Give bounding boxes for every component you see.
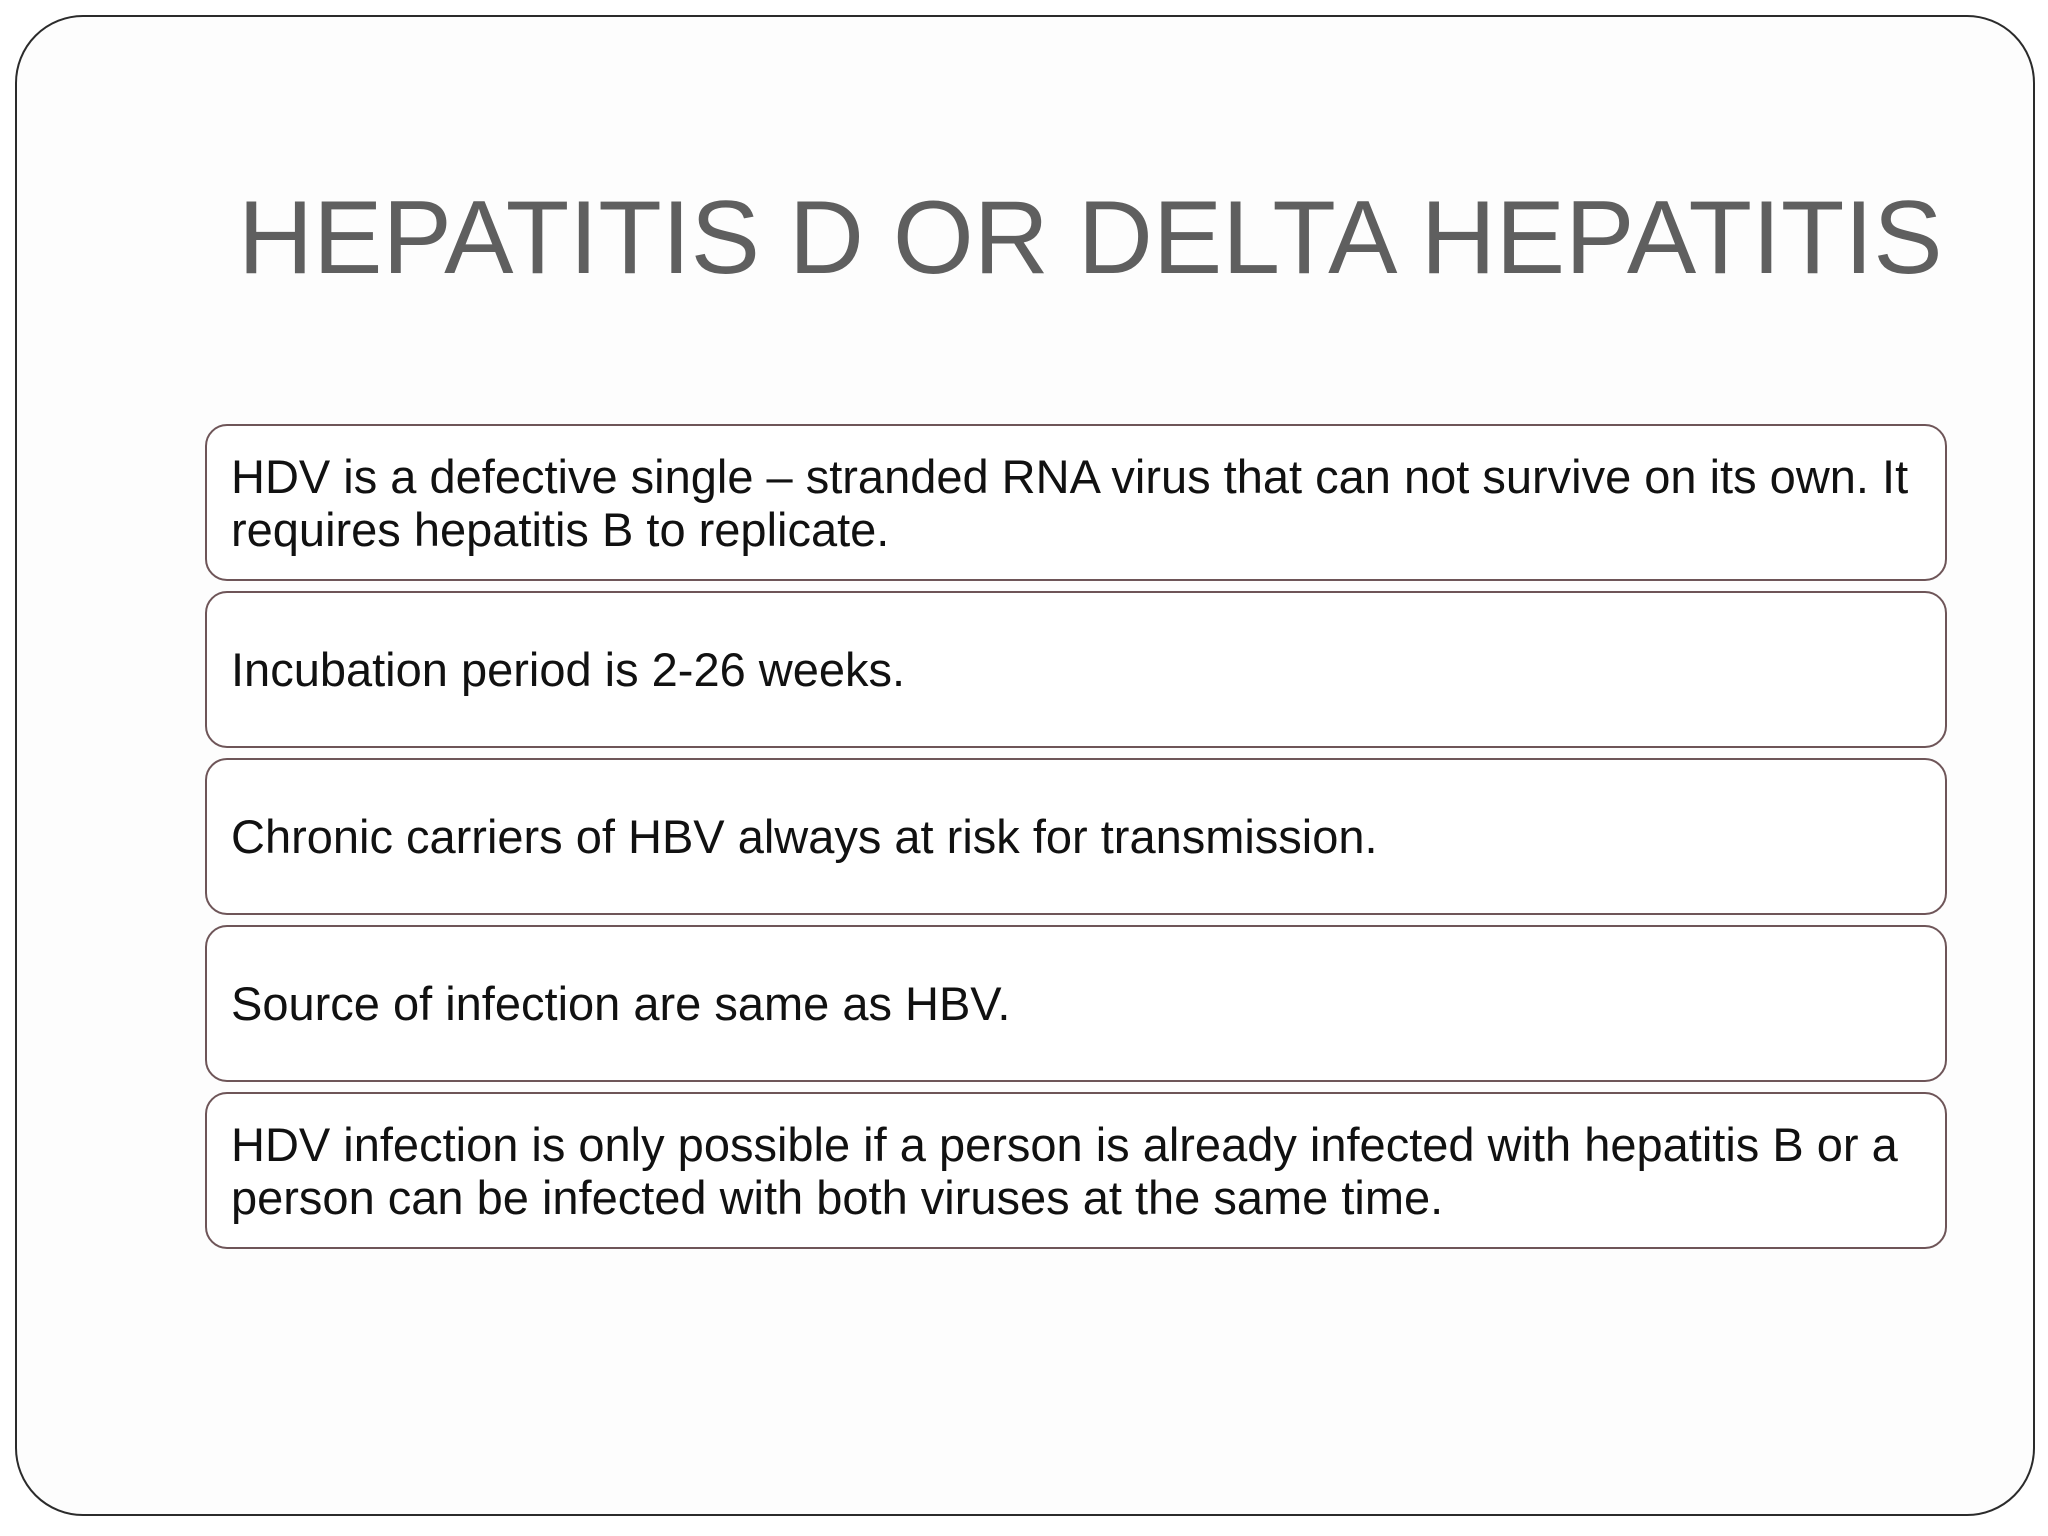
bullet-list bbox=[205, 424, 1947, 1259]
bullet-text: Incubation period is 2-26 weeks. bbox=[231, 643, 906, 696]
bullet-text: HDV is a defective single – stranded RNA virus that can not survive on its own. It requires hepatitis B to replicate. bbox=[231, 449, 1909, 556]
bullet-box-source-of-infection bbox=[205, 925, 1947, 1082]
bullet-text: Source of infection are same as HBV. bbox=[231, 977, 1011, 1030]
bullet-box-chronic-carriers bbox=[205, 758, 1947, 915]
bullet-box-coinfection bbox=[205, 1092, 1947, 1249]
bullet-text: HDV infection is only possible if a person is already infected with hepatitis B or a person can be infected with both viruses at the same time. bbox=[231, 1117, 1898, 1224]
bullet-text: Chronic carriers of HBV always at risk for transmission. bbox=[231, 810, 1378, 863]
slide-title: HEPATITIS D OR DELTA HEPATITIS bbox=[238, 180, 1943, 296]
bullet-box-hdv-definition bbox=[205, 424, 1947, 581]
bullet-box-incubation-period bbox=[205, 591, 1947, 748]
